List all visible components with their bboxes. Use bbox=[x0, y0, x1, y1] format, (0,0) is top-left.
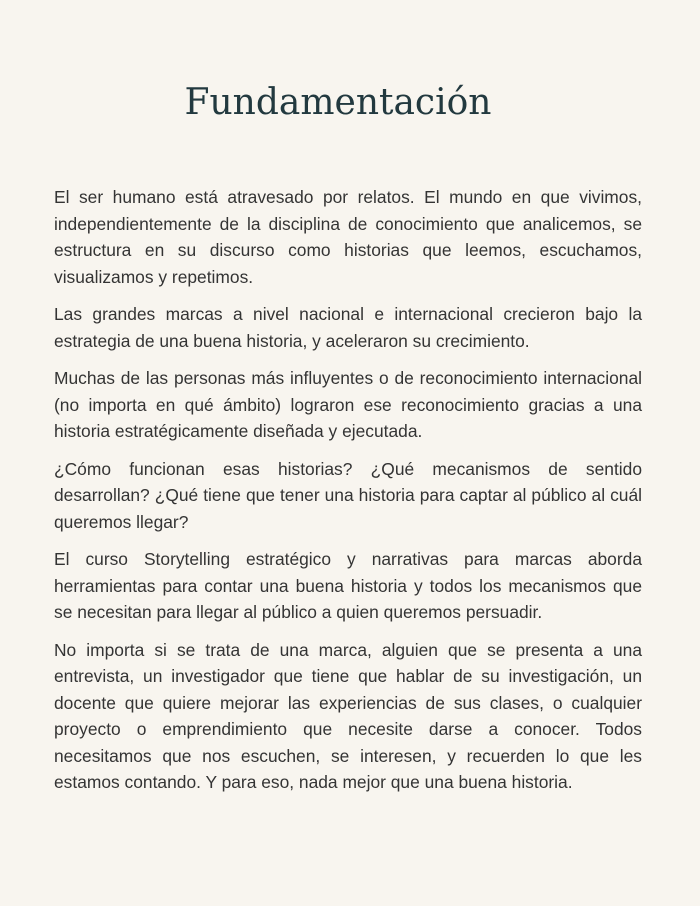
paragraph-2: Las grandes marcas a nivel nacional e internacional crecieron bajo la estrategia de una buena historia, y aceleraron su crecimiento. bbox=[54, 304, 642, 351]
document-body bbox=[54, 184, 642, 807]
paragraph-6: No importa si se trata de una marca, alguien que se presenta a una entrevista, un investigador que tiene que hablar de su investigación, un docente que quiere mejorar las experiencias de sus clases, o cualquier proyecto o emprendimiento que necesite darse a conocer. Todos necesitamos que nos escuchen, se interesen, y recuerden lo que les estamos contando. Y para eso, nada mejor que una buena historia. bbox=[54, 639, 642, 792]
paragraph-3: Muchas de las personas más influyentes o de reconocimiento internacional (no importa en qué ámbito) lograron ese reconocimiento gracias a una historia estratégicamente diseñada y ejecutada. bbox=[54, 368, 642, 441]
paragraph-4: ¿Cómo funcionan esas historias? ¿Qué mecanismos de sentido desarrollan? ¿Qué tiene que tener una historia para captar al público al cuál queremos llegar? bbox=[54, 458, 642, 532]
paragraph-5: El curso Storytelling estratégico y narrativas para marcas aborda herramientas para contar una buena historia y todos los mecanismos que se necesitan para llegar al público a quien queremos persuadir. bbox=[54, 549, 642, 622]
page-title: Fundamentación bbox=[184, 82, 492, 123]
paragraph-1: El ser humano está atravesado por relatos. El mundo en que vivimos, independientemente de la disciplina de conocimiento que analicemos, se estructura en su discurso como historias que leemos, escuchamos, visualizamos y repetimos. bbox=[54, 187, 642, 287]
